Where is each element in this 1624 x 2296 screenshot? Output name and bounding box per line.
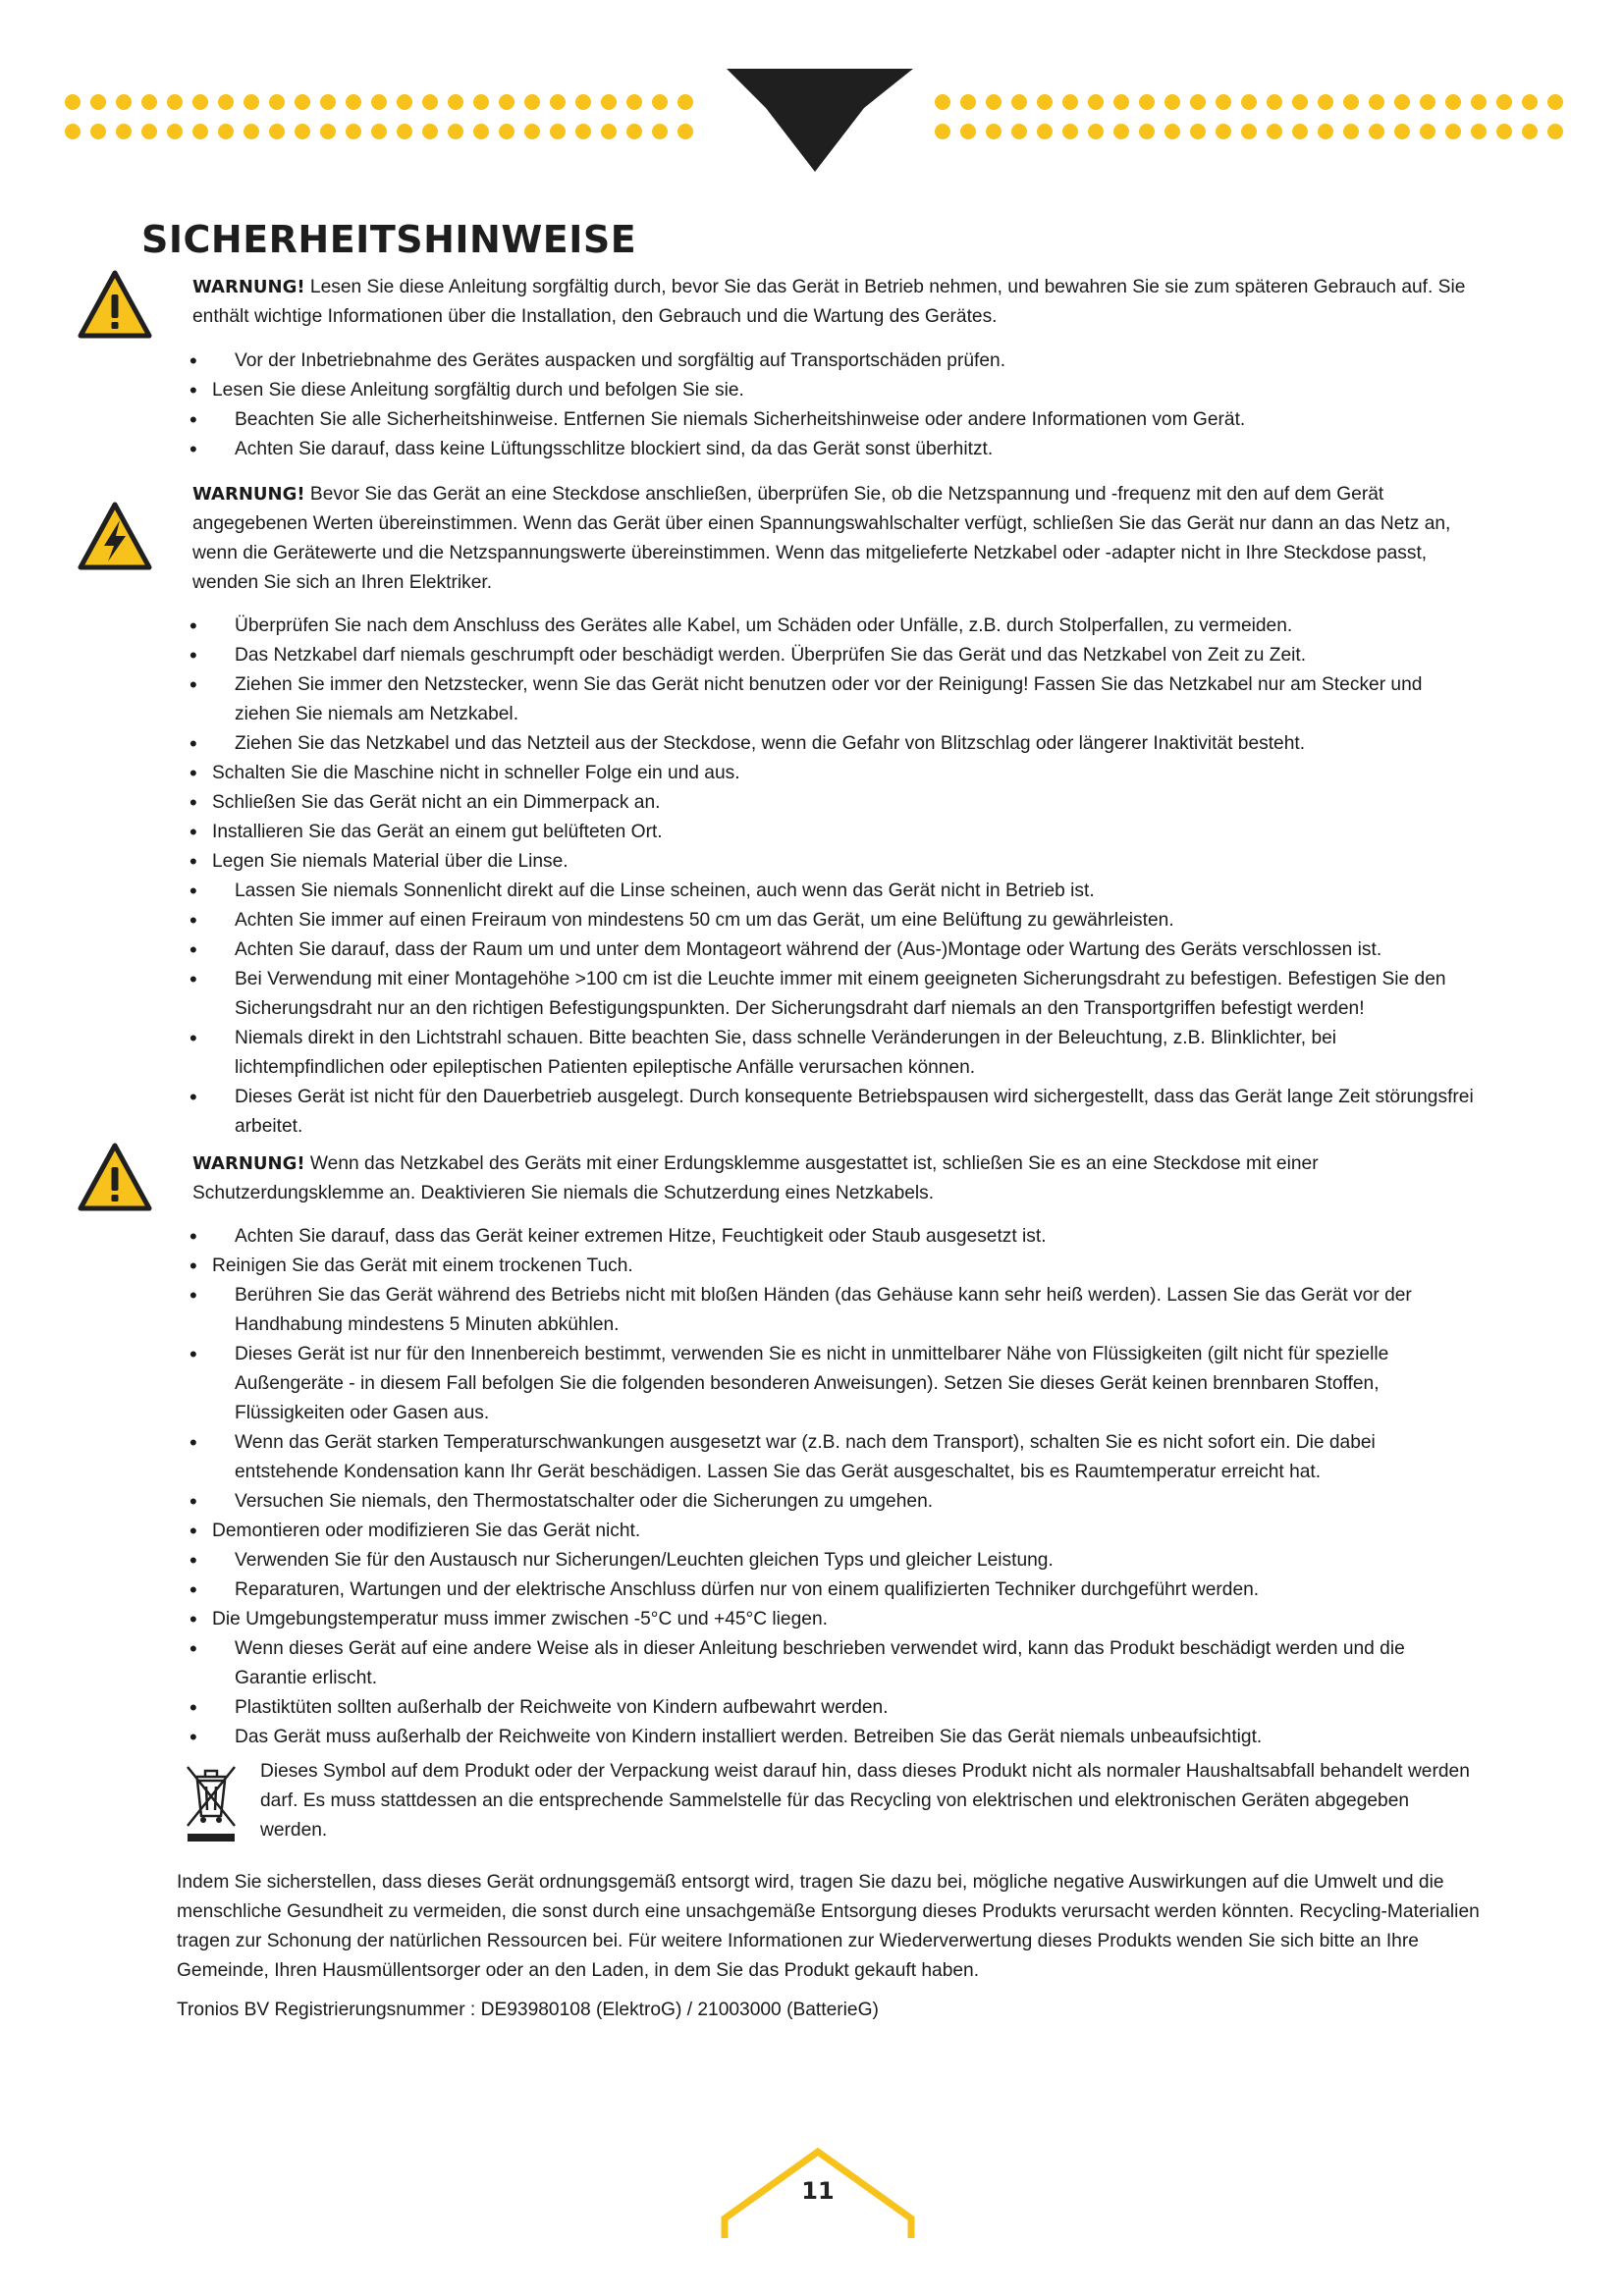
decorative-dot: [1190, 124, 1206, 139]
decorative-dot: [499, 94, 514, 110]
list-item: • Schließen Sie das Gerät nicht an ein Dimmerpack an.: [189, 788, 1476, 818]
decorative-dot: [1216, 94, 1231, 110]
decorative-dot: [524, 124, 540, 139]
dot-row-right-top: [935, 94, 1563, 110]
decorative-dot: [1445, 124, 1461, 139]
list-item: • Wenn das Gerät starken Temperaturschwankungen ausgesetzt war (z.B. nach dem Transport), schalten Sie es nicht sofort ein. Die dabei entstehende Kondensation kann Ihr Gerät beschädigen. Lassen Sie das Gerät ausgeschaltet, bis es Raumtemperatur erreicht hat.: [189, 1428, 1476, 1487]
warning-2-bullet-list: [189, 612, 1476, 1142]
decorative-dot: [601, 124, 617, 139]
list-item: • Niemals direkt in den Lichtstrahl schauen. Bitte beachten Sie, dass schnelle Veränderungen in der Beleuchtung, z.B. Blinklichter, bei lichtempfindlichen oder epileptischen Patienten epileptische Anfälle verursachen können.: [189, 1024, 1476, 1083]
decorative-dot: [244, 94, 259, 110]
decorative-dot: [218, 124, 234, 139]
list-item: • Ziehen Sie das Netzkabel und das Netzteil aus der Steckdose, wenn die Gefahr von Blitzschlag oder längerer Inaktivität besteht.: [189, 729, 1476, 759]
decorative-dot: [371, 94, 387, 110]
page-number: 11: [801, 2177, 835, 2205]
decorative-dot: [116, 94, 132, 110]
decorative-dot: [524, 94, 540, 110]
registration-number: Tronios BV Registrierungsnummer : DE93980108 (ElektroG) / 21003000 (BatterieG): [177, 2000, 879, 2020]
decorative-dot: [346, 94, 361, 110]
decorative-dot: [1037, 94, 1053, 110]
decorative-dot: [1062, 124, 1078, 139]
decorative-dot: [1267, 124, 1282, 139]
dot-row-right-bottom: [935, 124, 1563, 139]
decorative-dot: [218, 94, 234, 110]
warning-3-bullet-list: [189, 1222, 1476, 1752]
warning-3-intro: [192, 1149, 1479, 1208]
warning-text: Bevor Sie das Gerät an eine Steckdose anschließen, überprüfen Sie, ob die Netzspannung und -frequenz mit den auf dem Gerät angegebenen Werten übereinstimmen. Wenn das Gerät über einen Spannungswahlschalter verfügt, schließen Sie das Gerät nur dann an das Netz an, wenn die Gerätewerte und die Netzspannungswerte übereinstimmen. Wenn das mitgelieferte Netzkabel oder -adapter nicht in Ihre Steckdose passt, wenden Sie sich an Ihren Elektriker.: [192, 484, 1451, 593]
decorative-dot: [986, 94, 1001, 110]
decorative-dot: [1011, 94, 1027, 110]
decorative-dot: [499, 124, 514, 139]
decorative-dot: [320, 124, 336, 139]
warning-text: Wenn das Netzkabel des Geräts mit einer Erdungsklemme ausgestattet ist, schließen Sie es an eine Steckdose mit einer Schutzerdungsklemme an. Deaktivieren Sie niemals die Schutzerdung eines Netzkabels.: [192, 1153, 1319, 1203]
decorative-dot: [1471, 94, 1487, 110]
list-item: • Vor der Inbetriebnahme des Gerätes auspacken und sorgfältig auf Transportschäden prüfen.: [189, 347, 1476, 376]
decorative-dot: [935, 94, 950, 110]
decorative-dot: [1267, 94, 1282, 110]
decorative-dot: [192, 124, 208, 139]
decorative-dot: [269, 94, 285, 110]
decorative-dot: [269, 124, 285, 139]
list-item: • Plastiktüten sollten außerhalb der Reichweite von Kindern aufbewahrt werden.: [189, 1693, 1476, 1723]
decorative-dot: [192, 94, 208, 110]
warning-label: WARNUNG!: [192, 484, 305, 505]
decorative-dot: [1522, 124, 1538, 139]
decorative-dot: [244, 124, 259, 139]
decorative-dot: [1113, 124, 1129, 139]
decorative-dot: [167, 124, 183, 139]
decorative-dot: [652, 124, 668, 139]
decorative-dot: [90, 94, 106, 110]
list-item: • Reparaturen, Wartungen und der elektrische Anschluss dürfen nur von einem qualifizierten Techniker durchgeführt werden.: [189, 1575, 1476, 1605]
list-item: • Achten Sie immer auf einen Freiraum von mindestens 50 cm um das Gerät, um eine Belüftung zu gewährleisten.: [189, 906, 1476, 935]
decorative-dot: [1547, 94, 1563, 110]
decorative-dot: [1241, 94, 1257, 110]
decorative-dot: [960, 94, 976, 110]
decorative-dot: [550, 94, 566, 110]
decorative-dot: [626, 94, 642, 110]
list-item: • Die Umgebungstemperatur muss immer zwischen -5°C und +45°C liegen.: [189, 1605, 1476, 1634]
decorative-dot: [422, 124, 438, 139]
decorative-dot: [141, 124, 157, 139]
list-item: • Achten Sie darauf, dass der Raum um und unter dem Montageort während der (Aus-)Montage oder Wartung des Geräts verschlossen ist.: [189, 935, 1476, 965]
list-item: • Wenn dieses Gerät auf eine andere Weise als in dieser Anleitung beschrieben verwendet wird, kann das Produkt beschädigt werden und die Garantie erlischt.: [189, 1634, 1476, 1693]
decorative-dot: [1394, 94, 1410, 110]
decorative-dot: [986, 124, 1001, 139]
decorative-dot: [1292, 124, 1308, 139]
decorative-dot: [448, 94, 463, 110]
decorative-dot: [1522, 94, 1538, 110]
decorative-dot: [1241, 124, 1257, 139]
decorative-dot: [550, 124, 566, 139]
decorative-dot: [1343, 124, 1359, 139]
decorative-dot: [422, 94, 438, 110]
decorative-dot: [473, 94, 489, 110]
decorative-dot: [1216, 124, 1231, 139]
decorative-dot: [1471, 124, 1487, 139]
warning-text: Lesen Sie diese Anleitung sorgfältig durch, bevor Sie das Gerät in Betrieb nehmen, und bewahren Sie sie zum späteren Gebrauch auf. Sie enthält wichtige Informationen über die Installation, den Gebrauch und die Wartung des Gerätes.: [192, 277, 1466, 327]
decorative-dot: [935, 124, 950, 139]
decorative-dot: [65, 94, 81, 110]
list-item: • Versuchen Sie niemals, den Thermostatschalter oder die Sicherungen zu umgehen.: [189, 1487, 1476, 1517]
decorative-dot: [1292, 94, 1308, 110]
page-title: SICHERHEITSHINWEISE: [141, 218, 637, 261]
list-item: • Dieses Gerät ist nicht für den Dauerbetrieb ausgelegt. Durch konsequente Betriebspausen wird sichergestellt, dass das Gerät lange Zeit störungsfrei arbeitet.: [189, 1083, 1476, 1142]
decorative-dot: [1318, 94, 1333, 110]
list-item: • Achten Sie darauf, dass das Gerät keiner extremen Hitze, Feuchtigkeit oder Staub ausgesetzt ist.: [189, 1222, 1476, 1252]
decorative-dot: [1496, 124, 1512, 139]
decorative-dot: [1445, 94, 1461, 110]
decorative-dot: [1164, 124, 1180, 139]
decorative-dot: [167, 94, 183, 110]
warning-2-intro: [192, 480, 1479, 598]
decorative-dot: [1318, 124, 1333, 139]
list-item: • Installieren Sie das Gerät an einem gut belüfteten Ort.: [189, 818, 1476, 847]
dot-row-left-top: [65, 94, 693, 110]
list-item: • Lesen Sie diese Anleitung sorgfältig durch und befolgen Sie sie.: [189, 376, 1476, 405]
decorative-dot: [1420, 124, 1435, 139]
crossed-out-wheelie-bin-icon: [182, 1759, 241, 1847]
decorative-dot: [1088, 94, 1104, 110]
disposal-paragraph: Indem Sie sicherstellen, dass dieses Gerät ordnungsgemäß entsorgt wird, tragen Sie dazu bei, mögliche negative Auswirkungen auf die Umwelt und die menschliche Gesundheit zu vermeiden, die sonst durch eine unsachgemäße Entsorgung dieses Produkts verursacht werden könnten. Recycling-Materialien tragen zur Schonung der natürlichen Ressourcen bei. Für weitere Informationen zur Wiederverwertung dieses Produkts wenden Sie sich bitte an Ihre Gemeinde, Ihren Hausmüllentsorger oder an den Laden, in dem Sie das Produkt gekauft haben.: [177, 1872, 1480, 1981]
list-item: • Überprüfen Sie nach dem Anschluss des Gerätes alle Kabel, um Schäden oder Unfälle, z.B. durch Stolperfallen, zu vermeiden.: [189, 612, 1476, 641]
warning-triangle-lightning-icon: [77, 501, 153, 571]
list-item: • Lassen Sie niemals Sonnenlicht direkt auf die Linse scheinen, auch wenn das Gerät nicht in Betrieb ist.: [189, 877, 1476, 906]
decorative-dot: [141, 94, 157, 110]
header-decoration: [0, 0, 1624, 196]
warning-triangle-exclamation-icon: [77, 269, 153, 340]
decorative-dot: [295, 124, 310, 139]
warning-1-intro: [192, 273, 1479, 332]
decorative-dot: [575, 124, 591, 139]
decorative-dot: [448, 124, 463, 139]
decorative-dot: [1164, 94, 1180, 110]
decorative-dot: [960, 124, 976, 139]
decorative-dot: [473, 124, 489, 139]
decorative-dot: [1190, 94, 1206, 110]
decorative-dot: [90, 124, 106, 139]
decorative-dot: [1113, 94, 1129, 110]
dot-row-left-bottom: [65, 124, 693, 139]
list-item: • Berühren Sie das Gerät während des Betriebs nicht mit bloßen Händen (das Gehäuse kann sehr heiß werden). Lassen Sie das Gerät vor der Handhabung mindestens 5 Minuten abkühlen.: [189, 1281, 1476, 1340]
header-tab: [727, 69, 913, 172]
decorative-dot: [1011, 124, 1027, 139]
warning-label: WARNUNG!: [192, 277, 305, 297]
decorative-dot: [1369, 124, 1384, 139]
decorative-dot: [1369, 94, 1384, 110]
list-item: • Das Gerät muss außerhalb der Reichweite von Kindern installiert werden. Betreiben Sie das Gerät niemals unbeaufsichtigt.: [189, 1723, 1476, 1752]
decorative-dot: [1037, 124, 1053, 139]
decorative-dot: [575, 94, 591, 110]
decorative-dot: [397, 124, 412, 139]
decorative-dot: [626, 124, 642, 139]
decorative-dot: [601, 94, 617, 110]
list-item: • Achten Sie darauf, dass keine Lüftungsschlitze blockiert sind, da das Gerät sonst überhitzt.: [189, 435, 1476, 464]
warning-label: WARNUNG!: [192, 1153, 305, 1174]
decorative-dot: [1420, 94, 1435, 110]
list-item: • Demontieren oder modifizieren Sie das Gerät nicht.: [189, 1517, 1476, 1546]
list-item: • Verwenden Sie für den Austausch nur Sicherungen/Leuchten gleichen Typs und gleicher Leistung.: [189, 1546, 1476, 1575]
decorative-dot: [1139, 124, 1155, 139]
list-item: • Beachten Sie alle Sicherheitshinweise. Entfernen Sie niemals Sicherheitshinweise oder andere Informationen vom Gerät.: [189, 405, 1476, 435]
decorative-dot: [1139, 94, 1155, 110]
list-item: • Bei Verwendung mit einer Montagehöhe >100 cm ist die Leuchte immer mit einem geeigneten Sicherungsdraht zu befestigen. Befestigen Sie den Sicherungsdraht nur an den richtigen Befestigungspunkten. Der Sicherungsdraht darf niemals an den Transportgriffen befestigt werden!: [189, 965, 1476, 1024]
decorative-dot: [346, 124, 361, 139]
list-item: • Legen Sie niemals Material über die Linse.: [189, 847, 1476, 877]
list-item: • Reinigen Sie das Gerät mit einem trockenen Tuch.: [189, 1252, 1476, 1281]
list-item: • Ziehen Sie immer den Netzstecker, wenn Sie das Gerät nicht benutzen oder vor der Reinigung! Fassen Sie das Netzkabel nur am Stecker und ziehen Sie niemals am Netzkabel.: [189, 670, 1476, 729]
decorative-dot: [295, 94, 310, 110]
decorative-dot: [116, 124, 132, 139]
decorative-dot: [677, 94, 693, 110]
warning-1-bullet-list: [189, 347, 1476, 464]
decorative-dot: [397, 94, 412, 110]
decorative-dot: [1394, 124, 1410, 139]
decorative-dot: [1547, 124, 1563, 139]
warning-triangle-exclamation-icon: [77, 1142, 153, 1212]
weee-notice: Dieses Symbol auf dem Produkt oder der Verpackung weist darauf hin, dass dieses Produkt nicht als normaler Haushaltsabfall behandelt werden darf. Es muss stattdessen an die entsprechende Sammelstelle für das Recycling von elektrischen und elektronischen Geräten abgegeben werden.: [260, 1761, 1470, 1841]
decorative-dot: [65, 124, 81, 139]
decorative-dot: [677, 124, 693, 139]
decorative-dot: [371, 124, 387, 139]
decorative-dot: [652, 94, 668, 110]
list-item: • Das Netzkabel darf niemals geschrumpft oder beschädigt werden. Überprüfen Sie das Gerät und das Netzkabel von Zeit zu Zeit.: [189, 641, 1476, 670]
list-item: • Dieses Gerät ist nur für den Innenbereich bestimmt, verwenden Sie es nicht in unmittelbarer Nähe von Flüssigkeiten (gilt nicht für spezielle Außengeräte - in diesem Fall befolgen Sie die folgenden besonderen Anweisungen). Setzen Sie dieses Gerät keinen brennbaren Stoffen, Flüssigkeiten oder Gasen aus.: [189, 1340, 1476, 1428]
list-item: • Schalten Sie die Maschine nicht in schneller Folge ein und aus.: [189, 759, 1476, 788]
decorative-dot: [1343, 94, 1359, 110]
decorative-dot: [1062, 94, 1078, 110]
decorative-dot: [1496, 94, 1512, 110]
decorative-dot: [1088, 124, 1104, 139]
decorative-dot: [320, 94, 336, 110]
